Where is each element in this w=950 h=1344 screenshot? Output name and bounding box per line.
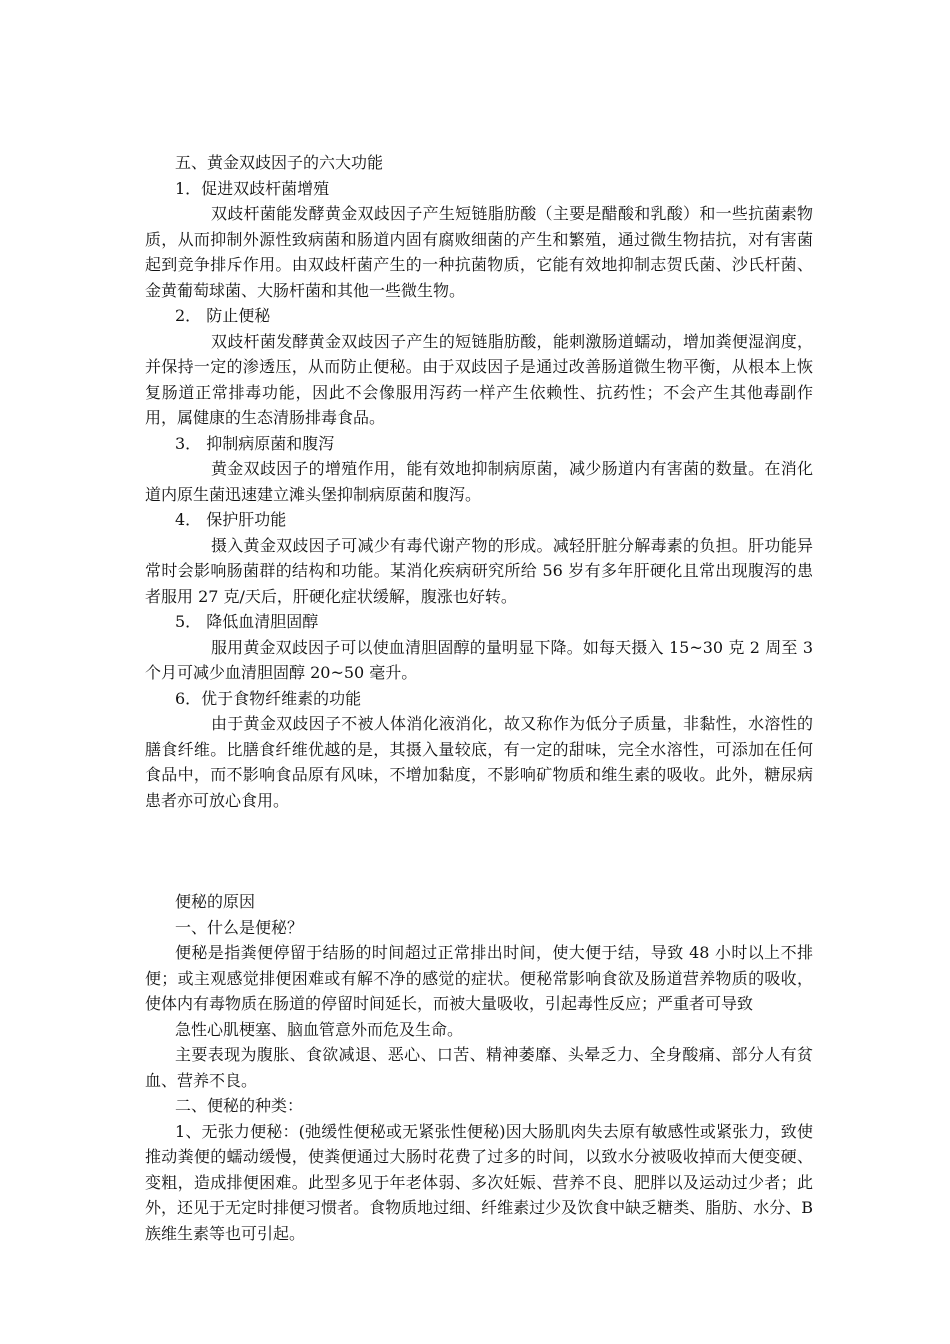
item-heading-1: 1．促进双歧杆菌增殖 xyxy=(175,178,330,198)
section2-title: 便秘的原因 xyxy=(175,892,256,911)
document-content xyxy=(145,150,813,1246)
item-heading-3: 3． 抑制病原菌和腹泻 xyxy=(175,433,335,453)
item-text-1: 双歧杆菌能发酵黄金双歧因子产生短链脂肪酸（主要是醋酸和乳酸）和一些抗菌素物质，从而抑制外源性致病菌和肠道内固有腐败细菌的产生和繁殖，通过微生物拮抗，对有害菌起到竞争排斥作用。由双歧杆菌产生的一种抗菌物质，它能有效地抑制志贺氏菌、沙氏杆菌、金黄葡萄球菌、大肠杆菌和其他一些微生物。 xyxy=(145,204,813,300)
paragraph-definition-tail: 急性心肌梗塞、脑血管意外而危及生命。 xyxy=(175,1019,464,1039)
item-heading-2: 2． 防止便秘 xyxy=(175,306,271,325)
item-text-3: 黄金双歧因子的增殖作用，能有效地抑制病原菌，减少肠道内有害菌的数量。在消化道内原生菌迅速建立滩头堡抑制病原菌和腹泻。 xyxy=(145,459,813,504)
item-heading-4: 4． 保护肝功能 xyxy=(175,510,287,529)
item-text-5: 服用黄金双歧因子可以使血清胆固醇的量明显下降。如每天摄入 15~30 克 2 周至 3 个月可减少血清胆固醇 20~50 毫升。 xyxy=(145,637,813,682)
question-heading-2: 二、便秘的种类： xyxy=(175,1096,304,1115)
paragraph-definition: 便秘是指粪便停留于结肠的时间超过正常排出时间，使大便于结，导致 48 小时以上不排便；或主观感觉排便困难或有解不净的感觉的症状。便秘常影响食欲及肠道营养物质的吸收，使体内有毒物质在肠道的停留时间延长，而被大量吸收，引起毒性反应；严重者可导致 xyxy=(145,943,813,1013)
item-text-6: 由于黄金双歧因子不被人体消化液消化，故又称作为低分子质量，非黏性，水溶性的膳食纤维。比膳食纤维优越的是，其摄入量较底，有一定的甜味，完全水溶性，可添加在任何食品中，而不影响食品原有风味，不增加黏度，不影响矿物质和维生素的吸收。此外，糖尿病患者亦可放心食用。 xyxy=(145,714,813,810)
paragraph-symptoms: 主要表现为腹胀、食欲减退、恶心、口苦、精神萎靡、头晕乏力、全身酸痛、部分人有贫血、营养不良。 xyxy=(145,1045,813,1090)
item-heading-5: 5． 降低血清胆固醇 xyxy=(175,612,319,631)
paragraph-types: 1、无张力便秘：(弛缓性便秘或无紧张性便秘)因大肠肌肉失去原有敏感性或紧张力，致使推动粪便的蠕动缓慢，使粪便通过大肠时花费了过多的时间，以致水分被吸收掉而大便变硬、变粗，造成排便困难。此型多见于年老体弱、多次妊娠、营养不良、肥胖以及运动过少者；此外，还见于无定时排便习惯者。食物质地过细、纤维素过少及饮食中缺乏糖类、脂肪、水分、B 族维生素等也可引起。 xyxy=(145,1121,813,1243)
item-heading-6: 6．优于食物纤维素的功能 xyxy=(175,688,362,708)
section-title: 五、黄金双歧因子的六大功能 xyxy=(175,153,384,172)
item-text-4: 摄入黄金双歧因子可减少有毒代谢产物的形成。减轻肝脏分解毒素的负担。肝功能异常时会影响肠菌群的结构和功能。某消化疾病研究所给 56 岁有多年肝硬化且常出现腹泻的患者服用 27 克/天后，肝硬化症状缓解，腹涨也好转。 xyxy=(145,535,813,606)
section-gap xyxy=(145,813,813,889)
item-text-2: 双歧杆菌发酵黄金双歧因子产生的短链脂肪酸，能刺激肠道蠕动，增加粪便湿润度，并保持一定的渗透压，从而防止便秘。由于双歧因子是通过改善肠道微生物平衡，从根本上恢复肠道正常排毒功能，因此不会像服用泻药一样产生依赖性、抗药性；不会产生其他毒副作用，属健康的生态清肠排毒食品。 xyxy=(145,331,813,427)
question-heading-1: 一、什么是便秘？ xyxy=(175,917,304,937)
